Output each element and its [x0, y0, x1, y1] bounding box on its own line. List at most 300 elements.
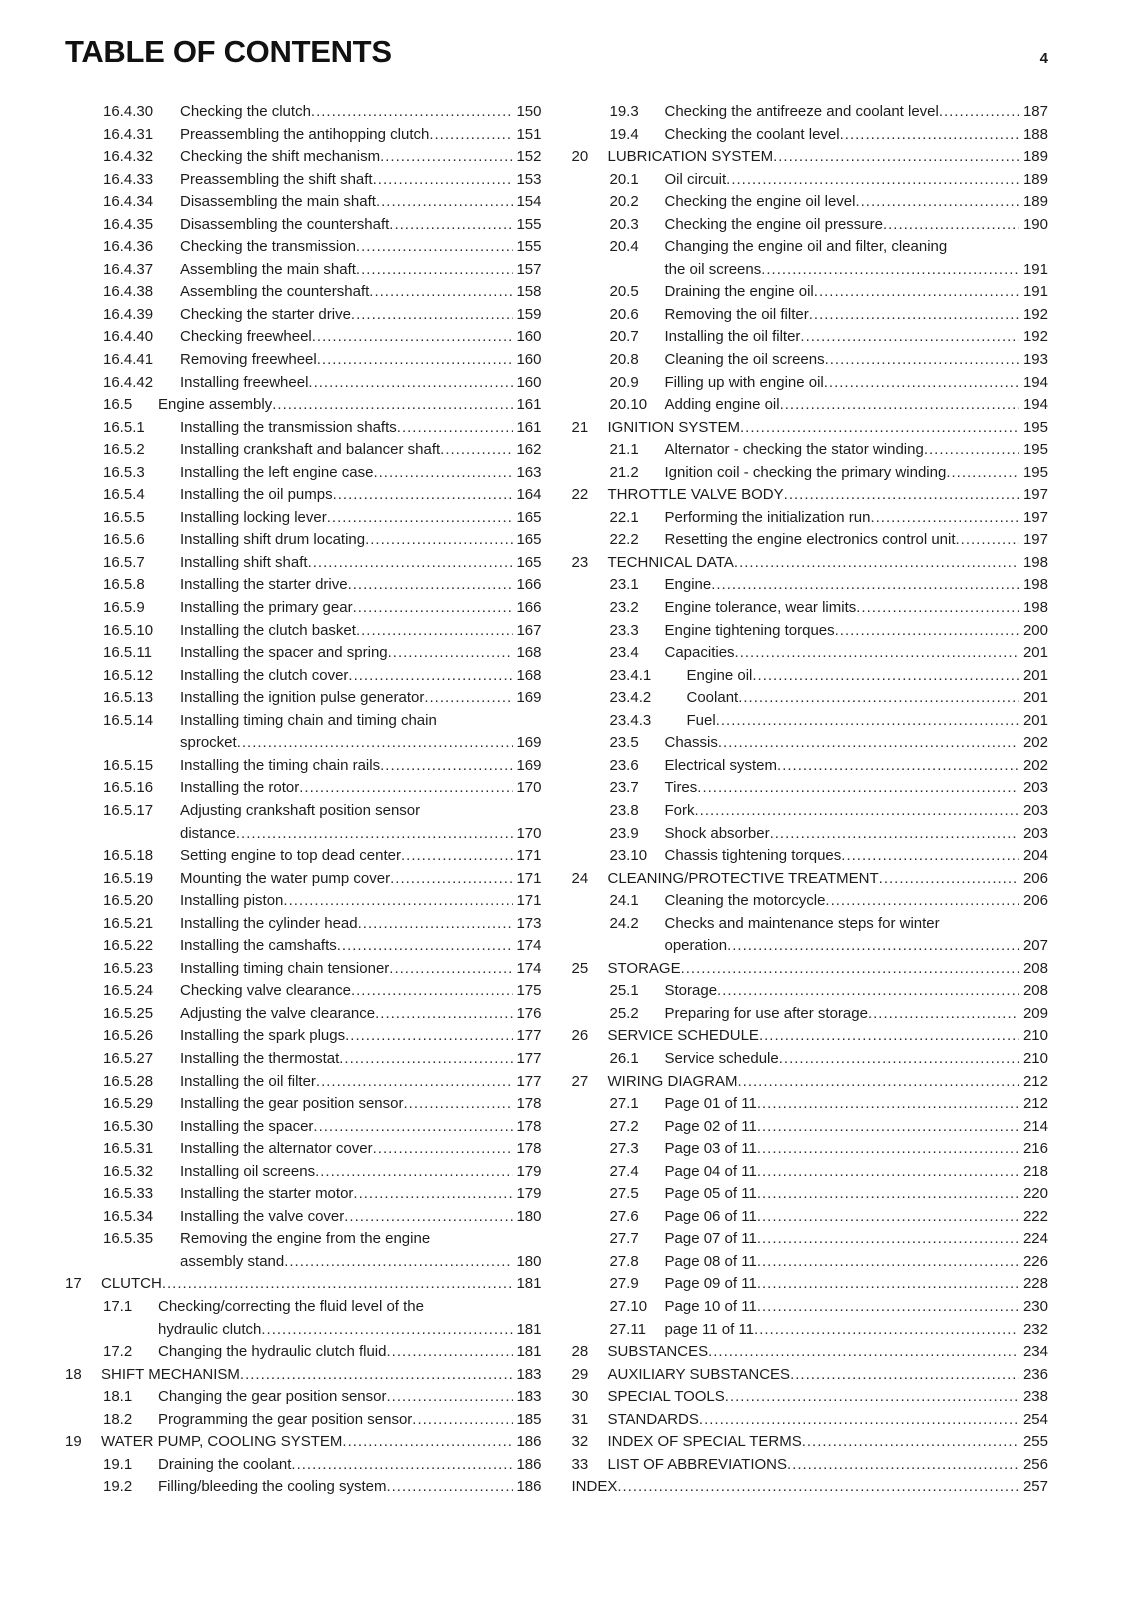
toc-entry-line: [180, 1003, 542, 1026]
toc-entry-title: Tires: [664, 779, 698, 797]
toc-entry-line: [180, 191, 542, 214]
toc-entry-body: [665, 214, 1049, 237]
toc-entry-page: 176: [516, 1004, 542, 1022]
toc-entry-page: 214: [1022, 1117, 1048, 1135]
dot-leader: [261, 1319, 512, 1342]
toc-entry-title: Preassembling the antihopping clutch: [180, 125, 430, 143]
toc-entry-body: [665, 462, 1049, 485]
toc-entry-number: 23.3: [609, 621, 639, 639]
toc-entry-body: [180, 507, 542, 530]
toc-entry-number: 16.5.3: [103, 463, 145, 481]
toc-entry-page: 167: [516, 621, 542, 639]
toc-entry-title: Shock absorber: [664, 824, 770, 842]
toc-entry-number: 20.6: [609, 305, 639, 323]
toc-entry: [65, 529, 542, 552]
toc-entry-line: [665, 597, 1049, 620]
toc-entry-number: 24.1: [609, 892, 639, 910]
dot-leader: [401, 845, 512, 868]
dot-leader: [356, 236, 513, 259]
dot-leader: [369, 281, 512, 304]
dot-leader: [757, 1251, 1019, 1274]
toc-entry: [65, 1048, 542, 1071]
toc-entry-page: 179: [516, 1185, 542, 1203]
dot-leader: [757, 1138, 1019, 1161]
toc-entry-page: 179: [516, 1162, 542, 1180]
toc-entry: [65, 394, 542, 417]
toc-entry-body: [180, 1161, 542, 1184]
toc-entry-body: [608, 1431, 1049, 1454]
toc-entry: [65, 1454, 542, 1477]
toc-entry-title: Page 01 of 11: [664, 1095, 757, 1113]
toc-entry-title: Installing the thermostat: [180, 1049, 340, 1067]
toc-entry-body: [665, 394, 1049, 417]
toc-entry-page: 186: [516, 1478, 542, 1496]
toc-entry-body: [665, 1273, 1049, 1296]
toc-entry-line: [665, 1161, 1049, 1184]
toc-entry-number: 19.4: [609, 125, 639, 143]
toc-entry-number: 17: [65, 1275, 82, 1293]
toc-entry-number: 23.1: [609, 576, 639, 594]
dot-leader: [389, 214, 512, 237]
toc-entry-line: [180, 1183, 542, 1206]
toc-entry: [572, 236, 1049, 281]
toc-entry-page: 256: [1022, 1455, 1048, 1473]
toc-entry-number: 21.1: [609, 441, 639, 459]
dot-leader: [717, 980, 1019, 1003]
toc-entry-number: 23.8: [609, 801, 639, 819]
toc-entry-line: [158, 394, 542, 417]
toc-entry-number: 23.2: [609, 599, 639, 617]
toc-entry: [572, 1161, 1049, 1184]
dot-leader: [883, 214, 1019, 237]
toc-entry-body: [665, 349, 1049, 372]
toc-entry: [65, 868, 542, 891]
dot-leader: [351, 980, 513, 1003]
toc-entry-title: Page 09 of 11: [664, 1275, 757, 1293]
toc-entry-line: [608, 1025, 1049, 1048]
toc-entry-title: Installing the valve cover: [180, 1207, 345, 1225]
toc-entry-number: 23: [571, 553, 589, 571]
toc-entry-number: 16.5.14: [103, 711, 154, 729]
dot-leader: [284, 1251, 512, 1274]
toc-entry-title: Page 05 of 11: [664, 1185, 757, 1203]
toc-entry-body: [665, 1296, 1049, 1319]
toc-entry-number: 16.4.30: [103, 103, 154, 120]
toc-entry-title: LUBRICATION SYSTEM: [607, 148, 774, 166]
toc-entry: [572, 1025, 1049, 1048]
toc-entry-number: 23.9: [609, 824, 639, 842]
toc-entry: [572, 169, 1049, 192]
dot-leader: [380, 755, 512, 778]
toc-entry-page: 187: [1022, 103, 1048, 120]
toc-entry-title: Checking the coolant level: [664, 125, 840, 143]
toc-entry-body: [180, 800, 542, 845]
dot-leader: [924, 439, 1019, 462]
toc-entry-title: Adding engine oil: [664, 396, 780, 414]
toc-entry-line: [180, 1161, 542, 1184]
toc-entry: [65, 462, 542, 485]
dot-leader: [761, 259, 1019, 282]
toc-entry-line: [180, 642, 542, 665]
toc-entry-title: Installing the primary gear: [180, 599, 353, 617]
toc-entry-title: Coolant: [686, 689, 739, 707]
toc-entry-page: 165: [516, 531, 542, 549]
toc-entry-page: 195: [1022, 418, 1048, 436]
toc-entry-title: Checking the shift mechanism: [180, 148, 381, 166]
toc-entry-line: [665, 1183, 1049, 1206]
toc-entry-body: [665, 304, 1049, 327]
toc-entry-body: [158, 1476, 542, 1499]
toc-entry: [572, 124, 1049, 147]
toc-entry-title: Oil circuit: [664, 170, 727, 188]
toc-entry-number: 23.7: [609, 779, 639, 797]
dot-leader: [316, 1071, 513, 1094]
toc-entry: [572, 1296, 1049, 1319]
toc-entry-line: [180, 845, 542, 868]
dot-leader: [681, 958, 1019, 981]
toc-entry: [65, 1093, 542, 1116]
toc-entry-title: Filling/bleeding the cooling system: [158, 1478, 387, 1496]
toc-entry-title: Installing piston: [180, 892, 284, 910]
toc-entry-body: [158, 1409, 542, 1432]
toc-entry-body: [665, 890, 1049, 913]
toc-entry-line: [180, 913, 542, 936]
toc-entry-line: [180, 372, 542, 395]
toc-entry-page: 162: [516, 441, 542, 459]
toc-entry-number: 23.6: [609, 756, 639, 774]
toc-entry-body: [180, 755, 542, 778]
toc-entry-number: 16.4.34: [103, 193, 154, 211]
toc-entry-page: 203: [1022, 779, 1048, 797]
dot-leader: [757, 1161, 1019, 1184]
toc-entry-body: [665, 101, 1049, 124]
toc-entry: [65, 913, 542, 936]
toc-entry: [572, 913, 1049, 958]
toc-entry-title: WATER PUMP, COOLING SYSTEM: [101, 1433, 343, 1451]
dot-leader: [313, 1116, 512, 1139]
dot-leader: [727, 935, 1019, 958]
toc-entry-body: [180, 529, 542, 552]
toc-entry: [572, 101, 1049, 124]
toc-entry-number: 25.1: [609, 982, 639, 1000]
toc-entry: [572, 304, 1049, 327]
toc-entry: [65, 1228, 542, 1273]
toc-entry-title: Assembling the countershaft: [180, 283, 370, 301]
toc-entry-title: CLEANING/PROTECTIVE TREATMENT: [607, 869, 879, 887]
toc-entry-title: Checks and maintenance steps for winter: [664, 914, 940, 932]
toc-entry-number: 27.7: [609, 1230, 639, 1248]
toc-entry-title: Installing the timing chain rails: [180, 756, 381, 774]
toc-entry-title: Page 07 of 11: [664, 1230, 757, 1248]
toc-entry-title: SPECIAL TOOLS: [607, 1388, 725, 1406]
toc-entry-number: 16.5.33: [103, 1185, 154, 1203]
toc-entry: [65, 1273, 542, 1296]
toc-entry-page: 197: [1022, 531, 1048, 549]
toc-entry-title: SHIFT MECHANISM: [101, 1365, 240, 1383]
toc-entry-line: [687, 687, 1049, 710]
toc-entry-line: [180, 980, 542, 1003]
toc-entry: [65, 349, 542, 372]
toc-entry-page: 236: [1022, 1365, 1048, 1383]
toc-entry-title: Disassembling the countershaft: [180, 215, 390, 233]
toc-entry: [65, 326, 542, 349]
dot-leader: [780, 394, 1019, 417]
toc-entry-title-continuation: the oil screens: [664, 260, 762, 278]
toc-entry-body: [180, 1206, 542, 1229]
toc-entry-title: Alternator - checking the stator winding: [664, 441, 924, 459]
toc-entry-title: IGNITION SYSTEM: [607, 418, 741, 436]
dot-leader: [759, 1025, 1019, 1048]
toc-entry-line: [665, 642, 1049, 665]
toc-entry-title: Checking valve clearance: [180, 982, 351, 1000]
toc-entry-title: Adjusting crankshaft position sensor: [180, 801, 421, 819]
dot-leader: [272, 394, 512, 417]
toc-entry-line: [665, 1003, 1049, 1026]
toc-entry: [572, 642, 1049, 665]
toc-entry: [572, 529, 1049, 552]
toc-entry-body: [180, 1003, 542, 1026]
toc-entry-line: [180, 777, 542, 800]
toc-entry-page: 193: [1022, 351, 1048, 369]
toc-entry-number: 16.4.42: [103, 373, 154, 391]
toc-entry: [65, 1206, 542, 1229]
toc-entry-page: 201: [1022, 711, 1048, 729]
toc-entry: [572, 1409, 1049, 1432]
toc-entry: [572, 1093, 1049, 1116]
toc-entry-title: Installing shift drum locating: [180, 531, 366, 549]
toc-entry: [65, 777, 542, 800]
toc-entry: [572, 665, 1049, 688]
toc-entry-number: 16.5.35: [103, 1230, 154, 1248]
toc-entry: [65, 890, 542, 913]
toc-entry-number: 33: [571, 1455, 589, 1473]
toc-entry-page: 206: [1022, 892, 1048, 910]
toc-entry-line: [180, 484, 542, 507]
toc-entry-body: [180, 620, 542, 643]
toc-entry-title: Installing shift shaft: [180, 553, 308, 571]
dot-leader: [353, 1183, 512, 1206]
toc-entry-title: Installing timing chain tensioner: [180, 959, 390, 977]
toc-entry-title: Installing the left engine case: [180, 463, 374, 481]
toc-entry-title: Service schedule: [664, 1049, 779, 1067]
dot-leader: [718, 732, 1019, 755]
toc-entry-line: [180, 1251, 542, 1274]
toc-entry-page: 152: [516, 148, 542, 166]
toc-entry-number: 27.2: [609, 1117, 639, 1135]
dot-leader: [699, 1409, 1019, 1432]
toc-entry-line: [180, 146, 542, 169]
dot-leader: [386, 1476, 512, 1499]
toc-entry-number: 24: [571, 869, 589, 887]
toc-entry-page: 195: [1022, 463, 1048, 481]
toc-entry: [65, 1025, 542, 1048]
toc-entry-page: 206: [1022, 869, 1048, 887]
toc-entry: [65, 372, 542, 395]
toc-entry-number: 27.1: [609, 1095, 639, 1113]
toc-entry-body: [180, 710, 542, 755]
toc-entry: [572, 372, 1049, 395]
toc-entry-title: SERVICE SCHEDULE: [607, 1027, 759, 1045]
toc-entry-title: Installing the clutch cover: [180, 666, 349, 684]
toc-entry-title: THROTTLE VALVE BODY: [607, 486, 784, 504]
toc-entry-number: 16.4.37: [103, 260, 154, 278]
dot-leader: [879, 868, 1019, 891]
dot-leader: [344, 1206, 512, 1229]
toc-entry: [572, 687, 1049, 710]
toc-entry-title: Installing the spark plugs: [180, 1027, 346, 1045]
toc-entry-page: 198: [1022, 576, 1048, 594]
toc-entry-line: [608, 1341, 1049, 1364]
toc-entry: [65, 484, 542, 507]
toc-entry-title: SUBSTANCES: [607, 1343, 709, 1361]
toc-entry-body: [180, 146, 542, 169]
dot-leader: [317, 349, 513, 372]
toc-entry: [572, 1273, 1049, 1296]
toc-entry-page: 181: [516, 1343, 542, 1361]
toc-entry-line: [665, 800, 1049, 823]
toc-entry-line: [180, 529, 542, 552]
toc-entry-body: [180, 372, 542, 395]
dot-leader: [429, 124, 512, 147]
toc-entry-line: [180, 326, 542, 349]
toc-entry-line: [608, 1409, 1049, 1432]
toc-entry: [65, 755, 542, 778]
toc-entry-number: 16.4.40: [103, 328, 154, 346]
toc-entry-number: 16.5.18: [103, 847, 154, 865]
toc-entry-number: 31: [571, 1410, 589, 1428]
toc-entry-body: [665, 281, 1049, 304]
toc-entry-page: 194: [1022, 396, 1048, 414]
toc-entry-number: 16.5.24: [103, 982, 154, 1000]
toc-entry-page: 224: [1022, 1230, 1048, 1248]
toc-entry-page: 155: [516, 215, 542, 233]
toc-entry: [65, 958, 542, 981]
toc-entry-body: [665, 732, 1049, 755]
toc-entry-page: 159: [516, 305, 542, 323]
toc-entry-number: 24.2: [609, 914, 639, 932]
dot-leader: [734, 552, 1019, 575]
toc-entry-title: Installing crankshaft and balancer shaft: [180, 441, 441, 459]
toc-entry-body: [101, 1273, 542, 1296]
toc-entry-page: 169: [516, 756, 542, 774]
toc-entry-title: Draining the coolant: [158, 1455, 292, 1473]
toc-entry-line: [665, 1116, 1049, 1139]
dot-leader: [311, 101, 513, 124]
toc-entry: [65, 574, 542, 597]
toc-entry-body: [158, 1454, 542, 1477]
dot-leader: [397, 417, 513, 440]
toc-entry: [572, 597, 1049, 620]
toc-entry: [572, 462, 1049, 485]
toc-entry-body: [180, 214, 542, 237]
toc-entry-body: [665, 777, 1049, 800]
toc-entry-page: 208: [1022, 982, 1048, 1000]
toc-entry-body: [608, 1025, 1049, 1048]
toc-entry-title: Cleaning the oil screens: [664, 351, 825, 369]
toc-entry-title: Page 10 of 11: [664, 1297, 757, 1315]
dot-leader: [327, 507, 513, 530]
toc-entry-number: 28: [571, 1343, 589, 1361]
dot-leader: [373, 169, 513, 192]
toc-entry-title: Chassis: [664, 734, 718, 752]
toc-entry: [572, 1116, 1049, 1139]
toc-entry-number: 16.5.25: [103, 1004, 154, 1022]
toc-entry-line: [665, 1251, 1049, 1274]
toc-entry-number: 16.4.35: [103, 215, 154, 233]
toc-entry-line: [665, 349, 1049, 372]
toc-entry-page: 191: [1022, 260, 1048, 278]
toc-entry-line: [665, 1296, 1049, 1319]
toc-entry-page: 203: [1022, 824, 1048, 842]
toc-entry-line: [180, 304, 542, 327]
toc-entry-body: [665, 1251, 1049, 1274]
toc-entry-body: [665, 236, 1049, 281]
toc-entry-line: [180, 1093, 542, 1116]
toc-entry-number: 20.3: [609, 215, 639, 233]
dot-leader: [870, 507, 1019, 530]
toc-entry-body: [180, 687, 542, 710]
toc-entry-title: AUXILIARY SUBSTANCES: [607, 1365, 791, 1383]
toc-entry-body: [180, 439, 542, 462]
toc-entry-number: 23.4.2: [609, 689, 652, 707]
toc-entry: [572, 191, 1049, 214]
toc-entry-title: Filling up with engine oil: [664, 373, 824, 391]
toc-entry-page: 171: [516, 892, 542, 910]
dot-leader: [787, 1454, 1019, 1477]
toc-entry-number: 19.2: [103, 1478, 133, 1496]
toc-entry-number: 26.1: [609, 1049, 639, 1067]
toc-entry-body: [180, 913, 542, 936]
dot-leader: [387, 1386, 513, 1409]
dot-leader: [856, 597, 1019, 620]
toc-entry: [65, 1296, 542, 1341]
toc-entry-line: [180, 417, 542, 440]
toc-entry-title: Installing the cylinder head: [180, 914, 358, 932]
toc-entry-line: [158, 1341, 542, 1364]
toc-entry: [572, 1048, 1049, 1071]
toc-entry: [65, 259, 542, 282]
toc-entry-line: [180, 935, 542, 958]
toc-entry-title: Page 03 of 11: [664, 1140, 757, 1158]
toc-entry-line: [665, 462, 1049, 485]
toc-entry: [65, 552, 542, 575]
toc-entry-number: 16.5.29: [103, 1095, 154, 1113]
dot-leader: [345, 1025, 512, 1048]
toc-entry-title: Programming the gear position sensor: [158, 1410, 413, 1428]
toc-entry-line: [180, 281, 542, 304]
toc-entry-page: 202: [1022, 756, 1048, 774]
toc-entry-number: 22.1: [609, 508, 639, 526]
toc-entry-line: [665, 1319, 1049, 1342]
toc-entry-title: STANDARDS: [607, 1410, 699, 1428]
toc-entry-line: [665, 169, 1049, 192]
toc-entry: [572, 845, 1049, 868]
toc-entry-title: Resetting the engine electronics control unit: [664, 531, 956, 549]
toc-entry-body: [180, 1093, 542, 1116]
toc-entry-body: [180, 1228, 542, 1273]
toc-entry-number: 23.4.1: [609, 666, 652, 684]
toc-entry-title: Checking the engine oil level: [664, 193, 856, 211]
toc-entry-page: 171: [516, 847, 542, 865]
toc-entry-line: [180, 755, 542, 778]
dot-leader: [315, 1161, 512, 1184]
toc-entry-line: [665, 529, 1049, 552]
toc-entry-title: Assembling the main shaft: [180, 260, 356, 278]
toc-entry-page: 165: [516, 508, 542, 526]
toc-entry-line: [665, 890, 1049, 913]
dot-leader: [726, 169, 1019, 192]
toc-entry: [65, 1183, 542, 1206]
